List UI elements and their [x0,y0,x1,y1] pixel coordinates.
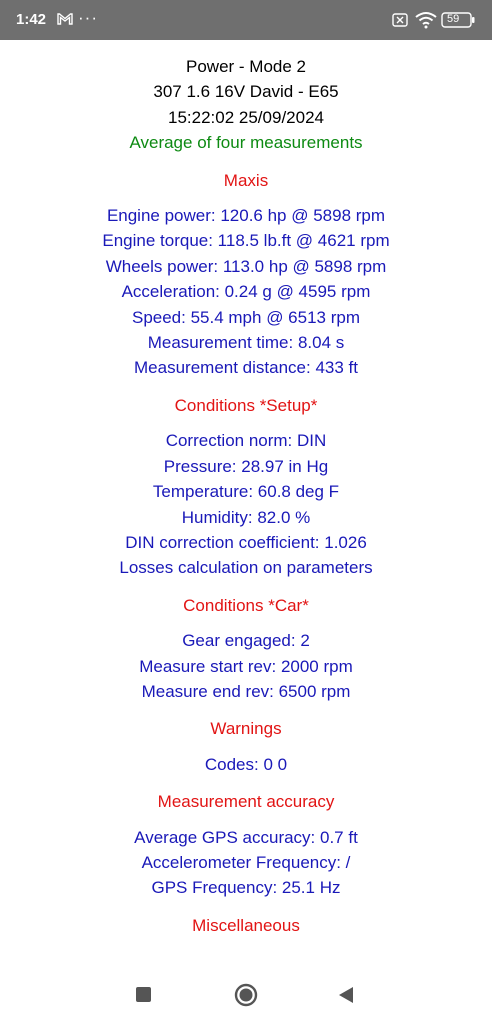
section-title-conditions-car: Conditions *Car* [183,595,309,615]
section-warnings [0,752,492,777]
section-conditions-car [0,628,492,704]
section-title-maxis: Maxis [223,170,269,190]
no-sim-icon [392,12,408,28]
setup-line: Correction norm: DIN [165,431,327,451]
report-datetime: 15:22:02 25/09/2024 [168,107,324,127]
report-header [0,40,492,156]
back-button[interactable] [337,985,355,1005]
recents-button[interactable] [136,987,151,1002]
maxis-line: Speed: 55.4 mph @ 6513 rpm [131,307,360,327]
maxis-line: Measurement distance: 433 ft [134,358,358,378]
setup-line: Humidity: 82.0 % [181,507,311,527]
setup-line: Temperature: 60.8 deg F [152,482,340,502]
setup-line: Pressure: 28.97 in Hg [163,456,329,476]
accuracy-line: Accelerometer Frequency: / [141,852,351,872]
car-line: Measure start rev: 2000 rpm [139,656,353,676]
maxis-line: Engine torque: 118.5 lb.ft @ 4621 rpm [102,231,390,251]
warnings-line: Codes: 0 0 [204,754,288,774]
accuracy-line: Average GPS accuracy: 0.7 ft [134,827,358,847]
status-bar [0,0,492,40]
report-title: Power - Mode 2 [186,57,306,76]
setup-line: DIN correction coefficient: 1.026 [125,532,367,552]
accuracy-line: GPS Frequency: 25.1 Hz [151,878,341,898]
section-title-warnings: Warnings [210,719,282,739]
car-line: Measure end rev: 6500 rpm [141,681,351,701]
status-time: 1:42 [16,11,47,28]
maxis-line: Engine power: 120.6 hp @ 5898 rpm [106,206,386,226]
setup-line: Losses calculation on parameters [119,558,373,578]
section-accuracy [0,825,492,901]
maxis-line: Acceleration: 0.24 g @ 4595 rpm [121,282,371,302]
maxis-line: Wheels power: 113.0 hp @ 5898 rpm [105,256,387,276]
section-conditions-setup [0,428,492,580]
car-line: Gear engaged: 2 [182,631,310,651]
wifi-icon [415,11,437,29]
report-subtitle: Average of four measurements [129,133,363,153]
gmail-icon [57,11,73,27]
more-notifications-icon: ··· [78,8,98,27]
report-content[interactable] [0,40,492,960]
section-title-miscellaneous: Miscellaneous [192,915,300,935]
battery-level: 59 [447,13,460,25]
home-button[interactable] [234,983,258,1007]
section-maxis [0,203,492,381]
maxis-line: Measurement time: 8.04 s [147,333,345,353]
section-title-accuracy: Measurement accuracy [157,792,335,812]
vehicle-name: 307 1.6 16V David - E65 [153,82,339,102]
section-title-conditions-setup: Conditions *Setup* [174,395,318,415]
